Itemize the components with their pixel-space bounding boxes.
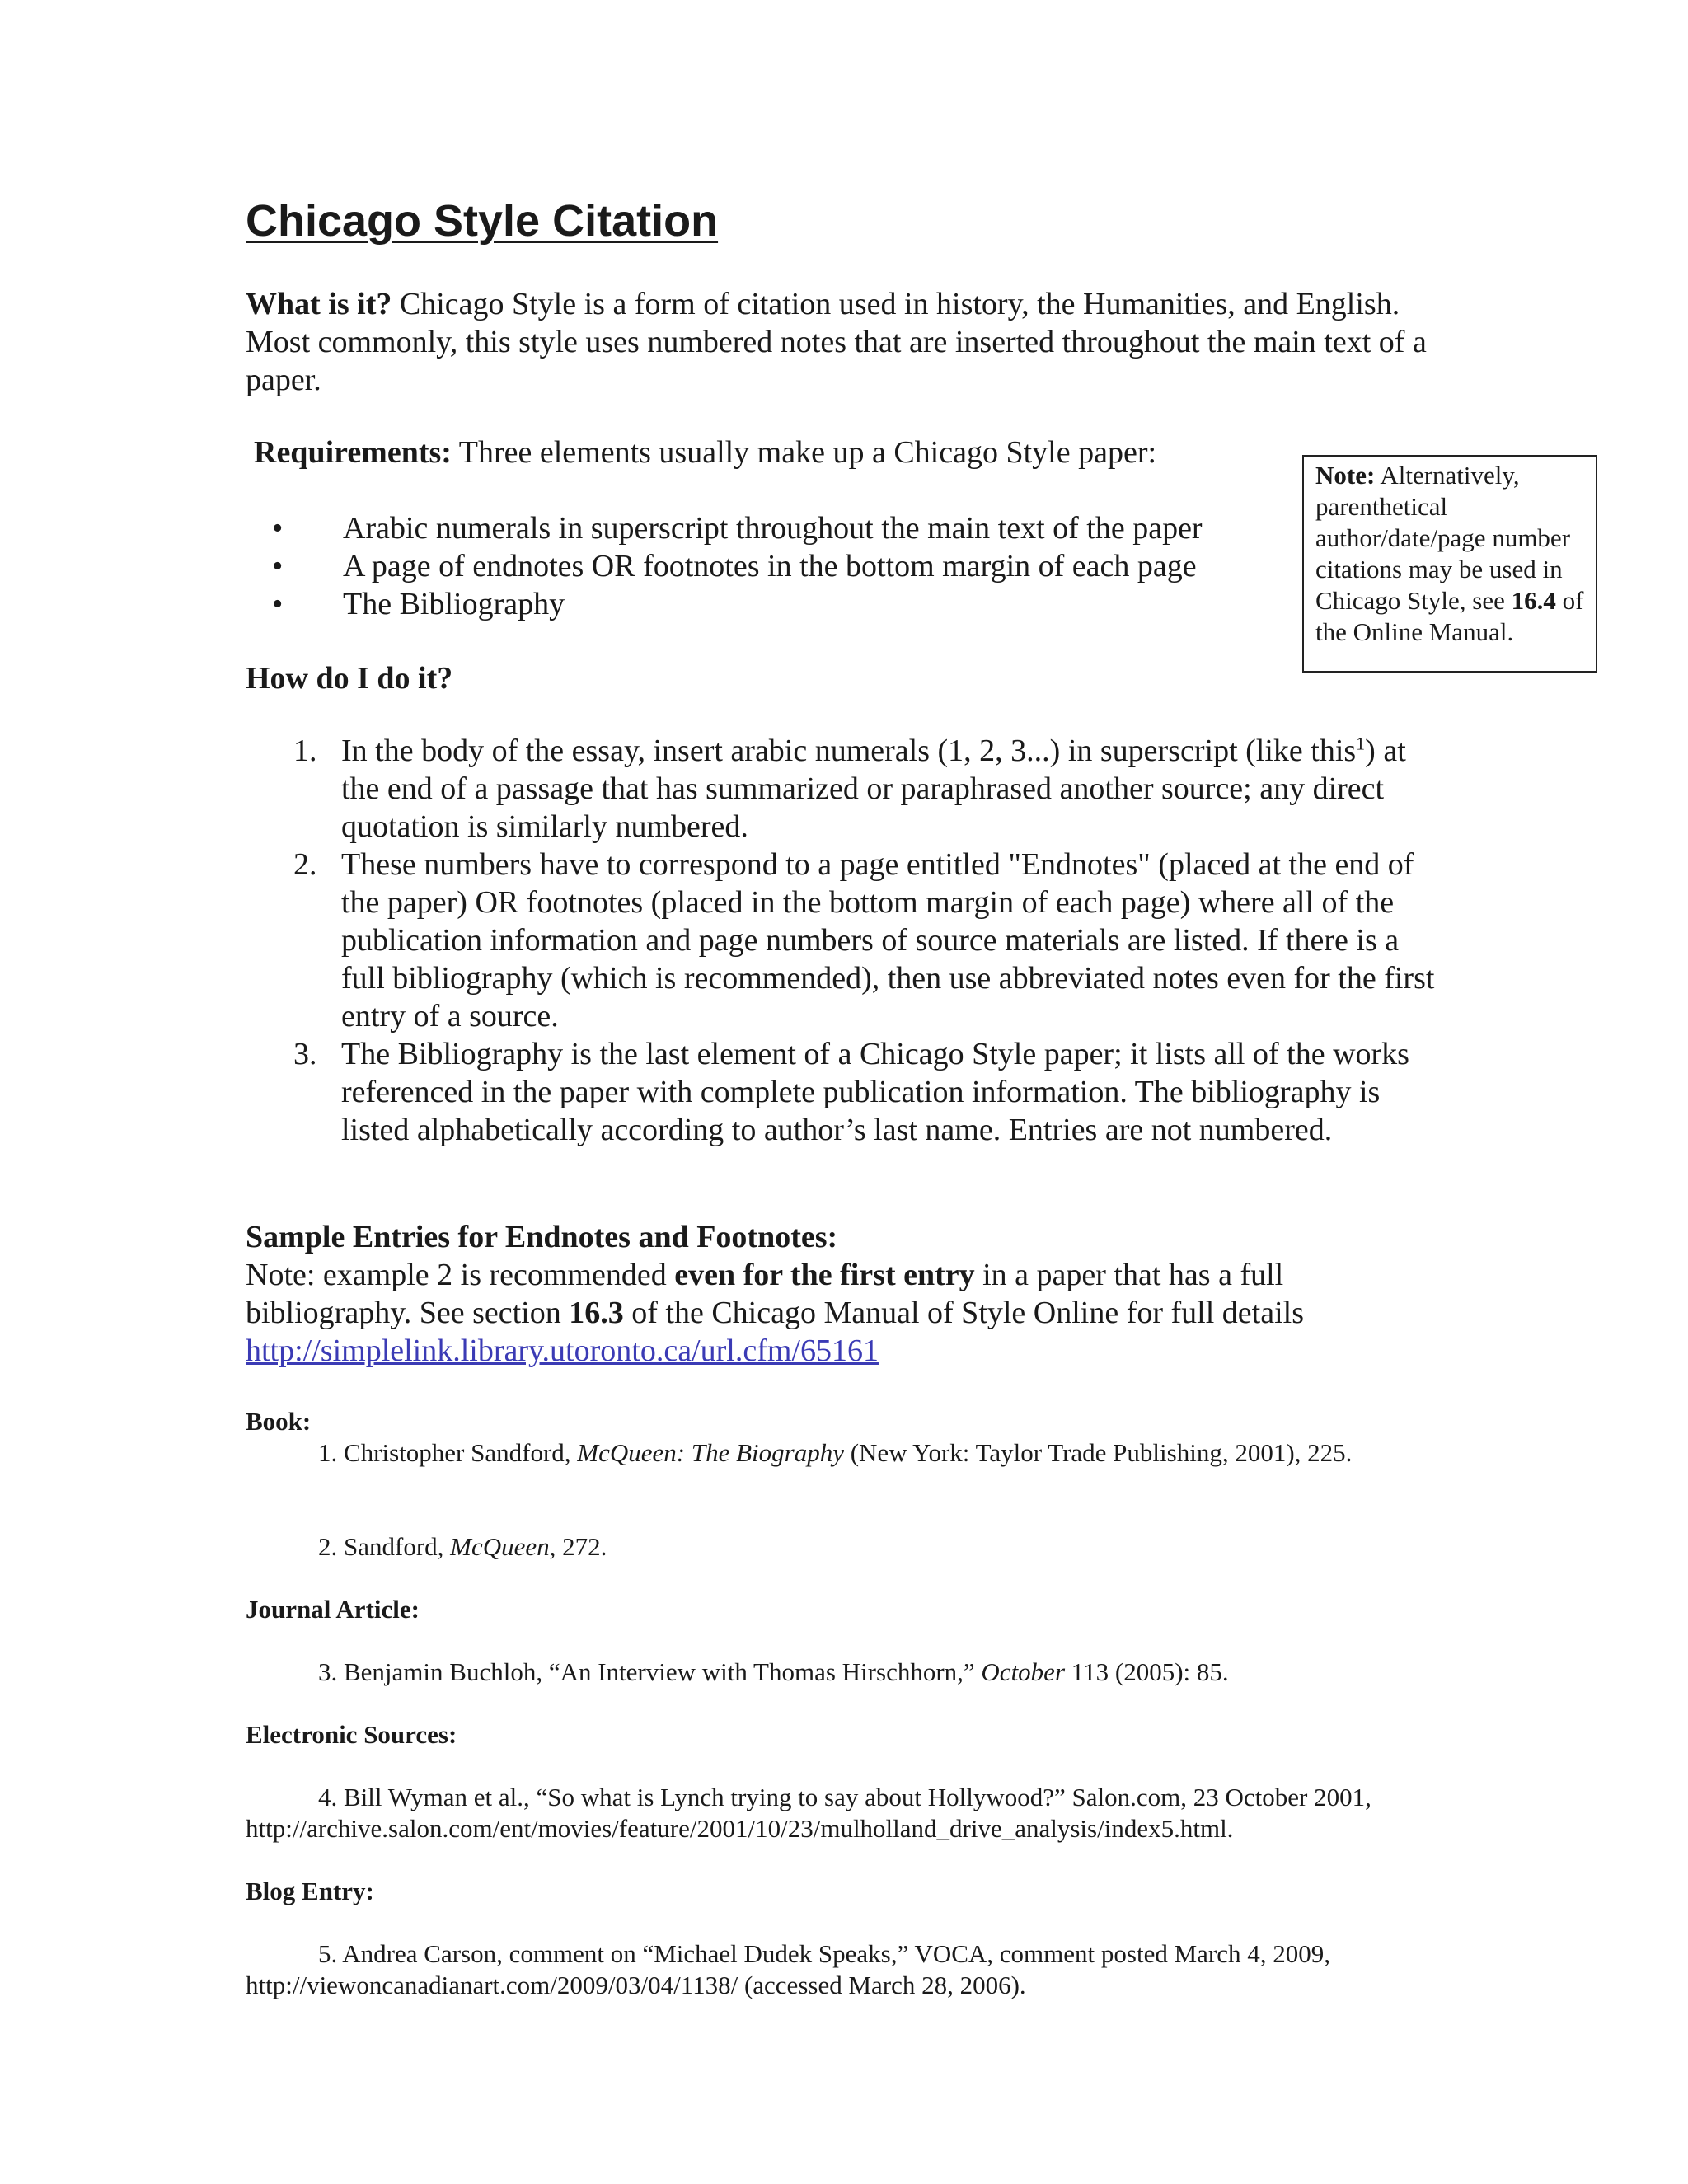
list-item: [272, 585, 1203, 623]
step-number: 3.: [293, 1037, 317, 1071]
requirements-list: [272, 509, 1203, 623]
electronic-entry: 4. Bill Wyman et al., “So what is Lynch trying to say about Hollywood?” Salon.com, 23 October 2001, http://archive.salon.com/ent/movies/feature/2001/10/23/mulholland_drive_analysis/index5.html.: [246, 1783, 1372, 1843]
bullet-icon: •: [272, 511, 284, 546]
list-item-text: Arabic numerals in superscript throughout the main text of the paper: [343, 511, 1203, 546]
note-label: Note:: [1315, 461, 1376, 490]
list-item: [272, 509, 1203, 547]
step-number: 1.: [293, 733, 317, 768]
entry-text: 113 (2005): 85.: [1065, 1657, 1229, 1686]
note-text-a: Alternatively, parenthetical author/date/page number citations may be used in Chicago Style, see: [1315, 461, 1571, 615]
entry-text: , 272.: [549, 1532, 607, 1561]
entry-title: October: [981, 1657, 1066, 1686]
how-heading: How do I do it?: [246, 661, 453, 696]
book-entry-2: [246, 1531, 1416, 1563]
electronic-heading: Electronic Sources:: [246, 1720, 457, 1749]
book-heading: Book:: [246, 1407, 312, 1436]
samples-note-c: of the Chicago Manual of Style Online for full details: [623, 1296, 1304, 1330]
book-entry-1: [246, 1437, 1416, 1469]
samples-note-a: Note: example 2 is recommended: [246, 1258, 675, 1292]
entry-title: McQueen: [450, 1532, 550, 1561]
manual-link[interactable]: http://simplelink.library.utoronto.ca/url.cfm/65161: [246, 1333, 879, 1368]
intro-paragraph: [246, 285, 1449, 399]
journal-entry: [246, 1657, 1416, 1688]
samples-note-bold: even for the first entry: [674, 1258, 975, 1292]
list-item-text: The Bibliography: [343, 587, 565, 621]
entry-title: McQueen: The Biography: [577, 1438, 844, 1467]
step-text-b: ) at the end of a passage that has summarized or paraphrased another source; any direct quotation is similarly numbered.: [341, 733, 1406, 844]
list-item: [246, 1035, 1449, 1149]
entry-text: 2. Sandford,: [318, 1532, 451, 1561]
entry-text: (New York: Taylor Trade Publishing, 2001), 225.: [843, 1438, 1353, 1467]
journal-heading: Journal Article:: [246, 1595, 420, 1624]
samples-section: 16.3: [569, 1296, 624, 1330]
step-text: These numbers have to correspond to a page entitled "Endnotes" (placed at the end of the paper) OR footnotes (placed in the bottom margin of each page) where all of the publication information and page numbers of source materials are listed. If there is a full bibliography (which is recommended), then use abbreviated notes even for the first entry of a source.: [341, 847, 1435, 1033]
bullet-icon: •: [272, 549, 284, 583]
entry-text: 1. Christopher Sandford,: [318, 1438, 578, 1467]
list-item-text: A page of endnotes OR footnotes in the bottom margin of each page: [343, 549, 1197, 583]
intro-label: What is it?: [246, 287, 392, 321]
bullet-icon: •: [272, 587, 284, 621]
entry-text: 3. Benjamin Buchloh, “An Interview with Thomas Hirschhorn,”: [318, 1657, 982, 1686]
blog-heading: Blog Entry:: [246, 1877, 374, 1905]
step-text-a: In the body of the essay, insert arabic numerals (1, 2, 3...) in superscript (like this: [341, 733, 1357, 768]
steps-list: [246, 732, 1449, 1149]
note-box: [1302, 455, 1597, 673]
requirements-line: [254, 434, 1325, 471]
page-title: Chicago Style Citation: [246, 196, 719, 246]
blog-entry: 5. Andrea Carson, comment on “Michael Dudek Speaks,” VOCA, comment posted March 4, 2009, http://viewoncanadianart.com/2009/03/04/1138/ (accessed March 28, 2006).: [246, 1939, 1330, 1999]
intro-text: Chicago Style is a form of citation used in history, the Humanities, and English. Most commonly, this style uses numbered notes that are inserted throughout the main text of a paper.: [246, 287, 1427, 397]
samples-note: [246, 1256, 1432, 1370]
requirements-text: Three elements usually make up a Chicago Style paper:: [451, 435, 1157, 470]
list-item: [272, 547, 1203, 585]
step-number: 2.: [293, 847, 317, 882]
samples-heading: Sample Entries for Endnotes and Footnotes:: [246, 1220, 838, 1254]
list-item: [246, 846, 1449, 1035]
step-text: The Bibliography is the last element of a Chicago Style paper; it lists all of the works referenced in the paper with complete publication information. The bibliography is listed alphabetically according to author’s last name. Entries are not numbered.: [341, 1037, 1409, 1147]
list-item: [246, 732, 1449, 846]
note-section: 16.4: [1511, 586, 1556, 615]
samples-note-b: in a paper that has a full bibliography. See section: [246, 1258, 1284, 1330]
superscript-example: 1: [1356, 733, 1366, 754]
requirements-label: Requirements:: [254, 435, 452, 470]
note-text-b: of the Online Manual.: [1315, 586, 1584, 646]
